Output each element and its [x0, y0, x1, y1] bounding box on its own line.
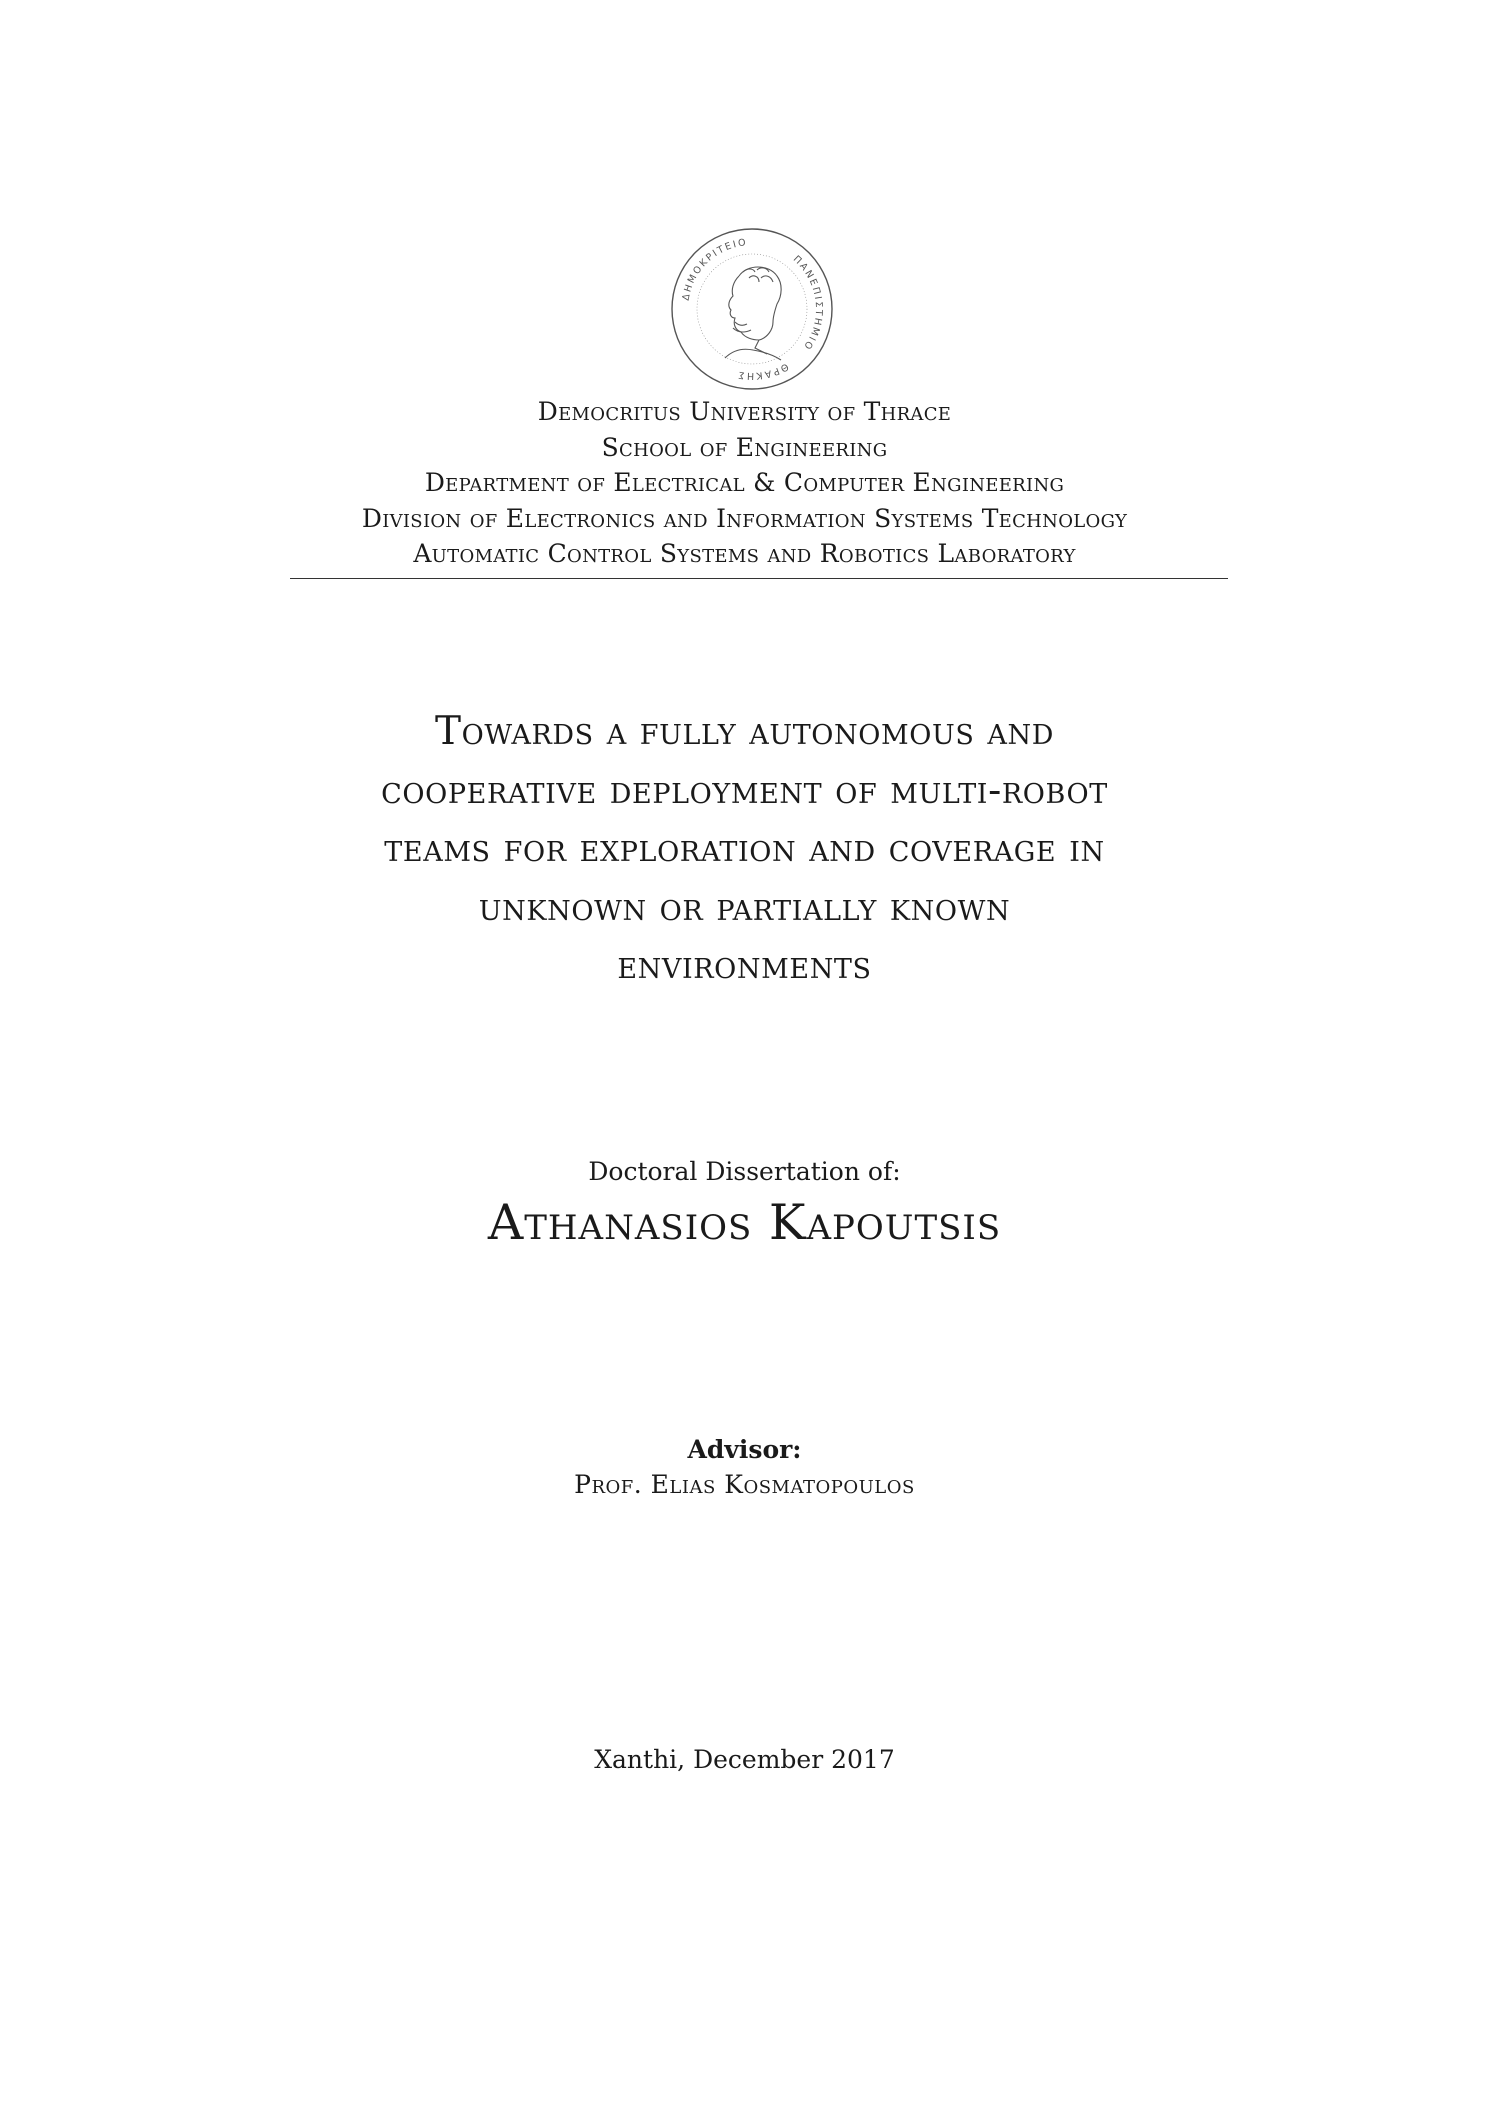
university-seal [669, 226, 835, 392]
department-name: Department of Electrical & Computer Engineering [424, 468, 1065, 498]
title-line: Towards a fully autonomous and [434, 709, 1055, 754]
dissertation-title [0, 703, 1489, 996]
svg-text:ΔΗΜΟΚΡΙΤΕΙΟ: ΔΗΜΟΚΡΙΤΕΙΟ [680, 237, 749, 302]
division-name: Division of Electronics and Information Systems Technology [361, 503, 1128, 533]
svg-text:ΠΑΝΕΠΙΣΤΗΜΙΟ: ΠΑΝΕΠΙΣΤΗΜΙΟ [790, 253, 825, 353]
title-line: unknown or partially known [478, 884, 1011, 930]
advisor-label: Advisor: [687, 1435, 802, 1464]
institution-block [0, 394, 1489, 572]
title-line: environments [617, 943, 872, 988]
title-line: cooperative deployment of multi-robot [381, 767, 1108, 813]
advisor-name: Prof. Elias Kosmatopoulos [574, 1470, 915, 1499]
laboratory-name: Automatic Control Systems and Robotics Laboratory [413, 539, 1076, 569]
author-name: Athanasios Kapoutsis [487, 1194, 1002, 1251]
svg-text:ΘΡΑΚΗΣ: ΘΡΑΚΗΣ [735, 360, 791, 382]
school-name: School of Engineering [601, 432, 888, 462]
university-seal-portrait-icon [669, 226, 835, 392]
title-line: teams for exploration and coverage in [384, 826, 1105, 871]
university-name: Democritus University of Thrace [537, 397, 952, 426]
dissertation-label: Doctoral Dissertation of: [588, 1157, 901, 1186]
place-and-date: Xanthi, December 2017 [594, 1745, 895, 1774]
header-divider [290, 578, 1228, 579]
